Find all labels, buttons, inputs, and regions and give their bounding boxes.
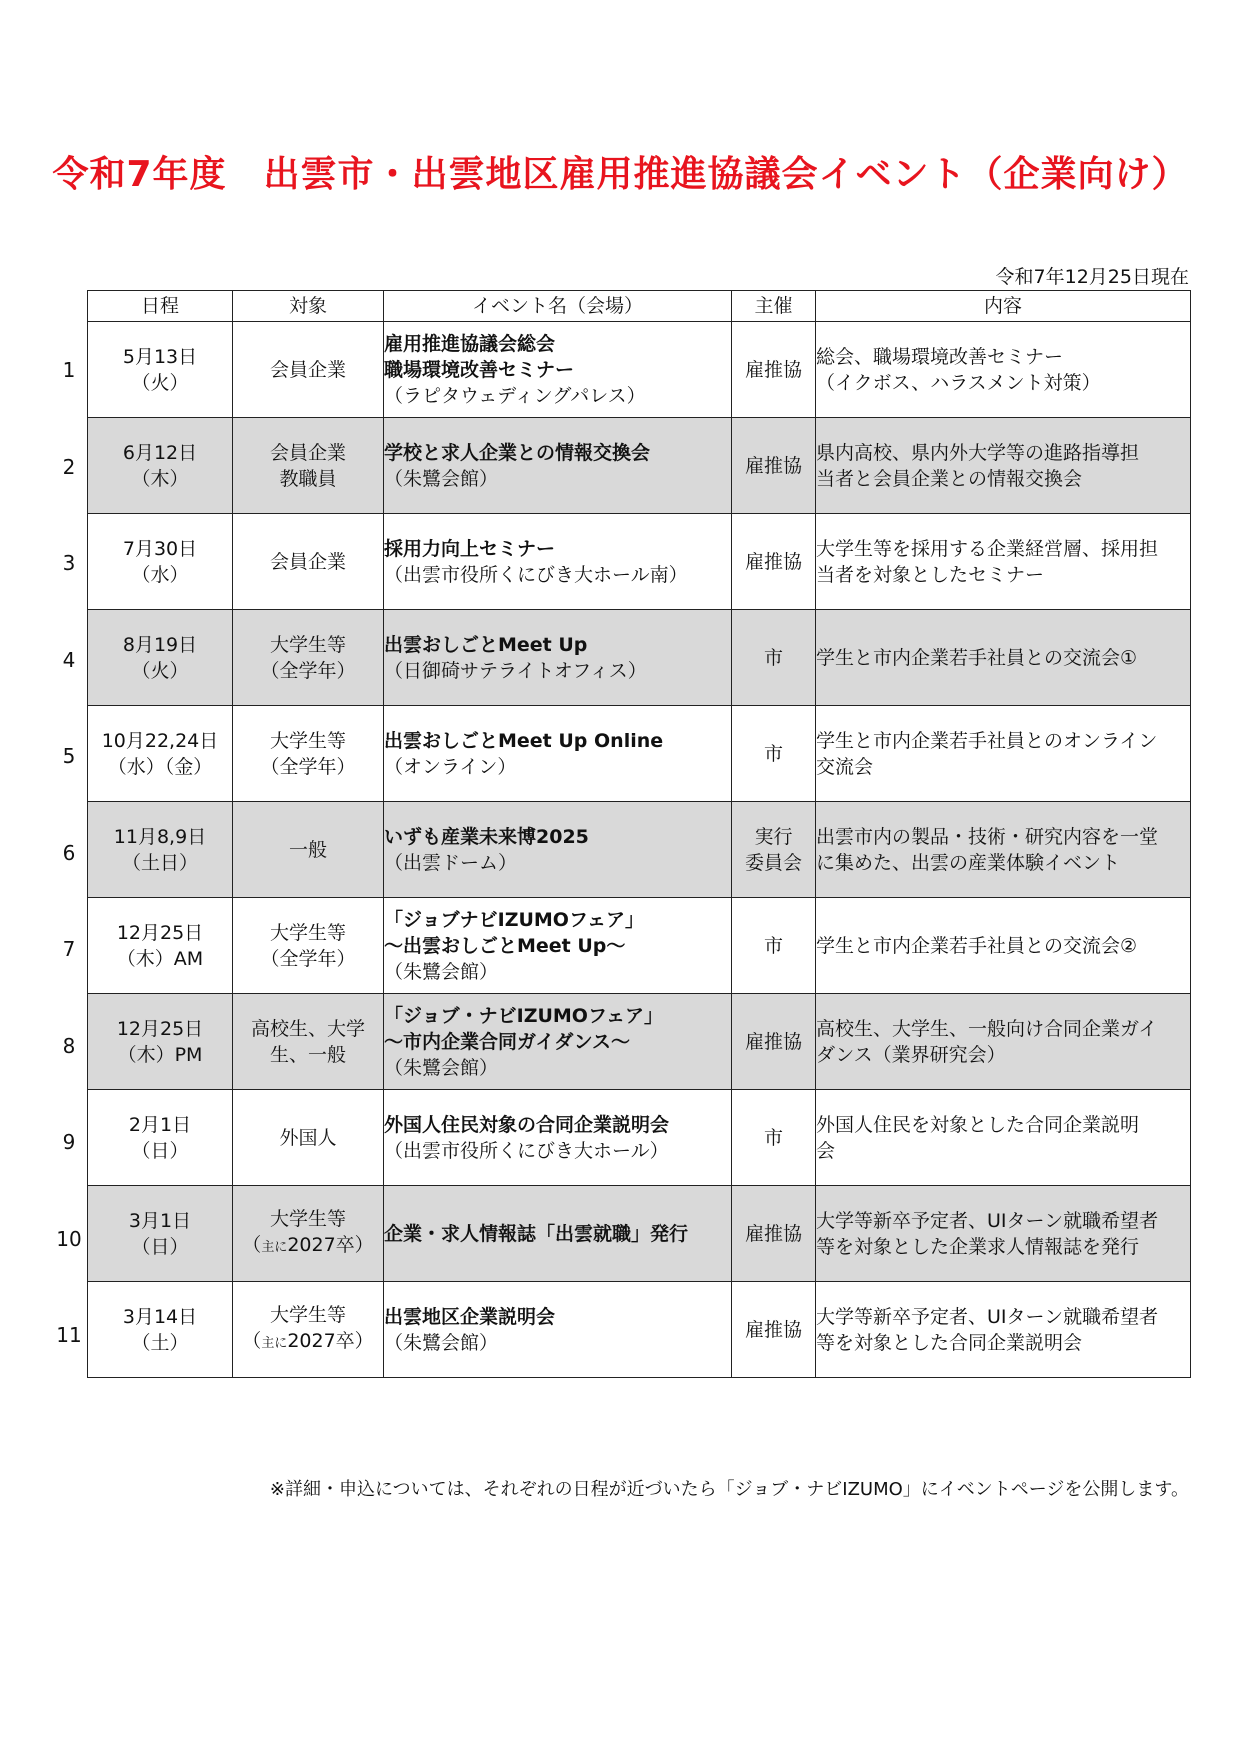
target-cell	[233, 706, 384, 802]
organizer-line: 市	[763, 646, 783, 669]
event-venue: （朱鷺会館）	[384, 1331, 499, 1354]
row-number: 10	[56, 1226, 82, 1251]
event_names-line: 採用力向上セミナー	[384, 537, 556, 560]
date-cell	[88, 802, 233, 898]
organizer-cell	[732, 514, 816, 610]
content-cell	[816, 802, 1191, 898]
content-line: 大学等新卒予定者、UIターン就職希望者	[816, 1209, 1159, 1232]
target-line: 一般	[288, 838, 327, 861]
target-cell	[233, 514, 384, 610]
content-cell	[816, 898, 1191, 994]
row-number: 7	[62, 937, 76, 962]
date-line: 10月22,24日	[101, 729, 219, 752]
date-line: （木）AM	[116, 947, 204, 970]
organizer-cell	[732, 994, 816, 1090]
content-line: 大学等新卒予定者、UIターン就職希望者	[816, 1305, 1159, 1328]
event_names-line: 「ジョブ・ナビIZUMOフェア」	[384, 1004, 664, 1027]
content-line: 当者と会員企業との情報交換会	[816, 467, 1083, 490]
date-line: （土日）	[121, 851, 198, 874]
date-cell	[88, 706, 233, 802]
date-line: 5月13日	[122, 345, 198, 368]
content-line: 会	[816, 1139, 836, 1162]
date-line: 8月19日	[122, 633, 198, 656]
event-cell	[384, 418, 732, 514]
target-line: 外国人	[279, 1126, 337, 1149]
row-number: 2	[62, 454, 76, 479]
date-line: （日）	[131, 1235, 189, 1258]
target-line: 会員企業	[269, 550, 346, 573]
target-line: 会員企業	[269, 358, 346, 381]
organizer-line: 雇推協	[744, 358, 802, 381]
content-cell	[816, 994, 1191, 1090]
organizer-line: 市	[763, 742, 783, 765]
event-venue: （朱鷺会館）	[384, 1056, 499, 1079]
event-venue: （出雲市役所くにびき大ホール）	[384, 1139, 669, 1162]
organizer-line: 雇推協	[744, 1222, 802, 1245]
target-note-small: 主に	[261, 1240, 288, 1255]
content-line: に集めた、出雲の産業体験イベント	[816, 851, 1121, 874]
event-venue: （朱鷺会館）	[384, 467, 499, 490]
row-number: 1	[62, 358, 76, 383]
target-cell	[233, 1186, 384, 1282]
organizer-line: 雇推協	[744, 1318, 802, 1341]
content-line: 高校生、大学生、一般向け合同企業ガイ	[816, 1017, 1158, 1040]
target-cell	[233, 994, 384, 1090]
event_names-line: 出雲地区企業説明会	[384, 1305, 556, 1328]
event_names-line: いずも産業未来博2025	[384, 825, 589, 848]
content-cell	[816, 610, 1191, 706]
date-line: （土）	[131, 1331, 189, 1354]
organizer-cell	[732, 1282, 816, 1378]
date-line: （火）	[131, 371, 189, 394]
date-cell	[88, 994, 233, 1090]
date-line: 7月30日	[122, 537, 198, 560]
date-line: 2月1日	[128, 1113, 192, 1136]
row-number: 6	[62, 840, 76, 865]
target-line: 大学生等	[269, 921, 346, 944]
target-line: 教職員	[279, 467, 337, 490]
events-table	[87, 290, 1191, 1378]
content-line: 当者を対象としたセミナー	[816, 563, 1045, 586]
table-row	[88, 802, 1191, 898]
date-cell	[88, 1186, 233, 1282]
target-note	[233, 1232, 383, 1261]
table-row	[88, 898, 1191, 994]
date-line: 3月14日	[122, 1305, 198, 1328]
table-row	[88, 1282, 1191, 1378]
content-line: 外国人住民を対象とした合同企業説明	[816, 1113, 1140, 1136]
organizer-line: 市	[763, 1126, 783, 1149]
target-note-rest: 2027卒）	[287, 1330, 374, 1352]
target-line: 大学生等	[269, 1208, 346, 1230]
target-line: 大学生等	[269, 1304, 346, 1326]
content-line: 学生と市内企業若手社員との交流会①	[816, 646, 1138, 669]
content-line: 学生と市内企業若手社員とのオンライン	[816, 729, 1158, 752]
event_names-line: ～市内企業合同ガイダンス～	[384, 1030, 631, 1053]
event_names-line: 雇用推進協議会総会	[384, 332, 556, 355]
organizer-cell	[732, 322, 816, 418]
content-line: 総会、職場環境改善セミナー	[816, 345, 1064, 368]
organizer-cell	[732, 802, 816, 898]
date-line: 12月25日	[116, 921, 204, 944]
event-cell	[384, 1090, 732, 1186]
target-note	[233, 1328, 383, 1357]
date-cell	[88, 322, 233, 418]
content-cell	[816, 322, 1191, 418]
target-line: 生、一般	[269, 1043, 346, 1066]
organizer-cell	[732, 1090, 816, 1186]
event-cell	[384, 706, 732, 802]
table-row	[88, 994, 1191, 1090]
date-line: （木）PM	[117, 1043, 203, 1066]
content-line: 県内高校、県内外大学等の進路指導担	[816, 441, 1140, 464]
date-line: 6月12日	[122, 441, 198, 464]
event-cell	[384, 514, 732, 610]
date-cell	[88, 1282, 233, 1378]
target-line: （全学年）	[260, 947, 356, 970]
event-cell	[384, 994, 732, 1090]
table-row	[88, 418, 1191, 514]
event-cell	[384, 322, 732, 418]
target-note-open: （	[242, 1330, 262, 1352]
date-cell	[88, 514, 233, 610]
row-number: 11	[56, 1323, 82, 1348]
target-note-rest: 2027卒）	[287, 1234, 374, 1256]
footnote: ※詳細・申込については、それぞれの日程が近づいたら「ジョブ・ナビIZUMO」にイベントページを公開します。	[269, 1479, 1189, 1500]
date-cell	[88, 1090, 233, 1186]
target-cell	[233, 1090, 384, 1186]
table-row	[88, 610, 1191, 706]
event-venue: （出雲ドーム）	[384, 851, 518, 874]
content-line: 交流会	[816, 755, 874, 778]
organizer-line: 委員会	[744, 851, 802, 874]
date-line: （水）（金）	[107, 755, 213, 778]
organizer-line: 雇推協	[744, 550, 802, 573]
content-cell	[816, 1090, 1191, 1186]
header-event: イベント名（会場）	[384, 291, 732, 322]
event-cell	[384, 802, 732, 898]
event_names-line: 出雲おしごとMeet Up	[384, 633, 588, 656]
organizer-cell	[732, 1186, 816, 1282]
event_names-line: 出雲おしごとMeet Up Online	[384, 729, 664, 752]
table-header-row	[88, 291, 1191, 322]
target-line: 大学生等	[269, 729, 346, 752]
target-cell	[233, 802, 384, 898]
event-cell	[384, 610, 732, 706]
table-row	[88, 1090, 1191, 1186]
row-number: 4	[62, 647, 76, 672]
content-line: 等を対象とした合同企業説明会	[816, 1331, 1083, 1354]
content-line: （イクボス、ハラスメント対策）	[816, 371, 1101, 394]
date-line: 11月8,9日	[113, 825, 207, 848]
target-cell	[233, 898, 384, 994]
organizer-line: 雇推協	[744, 454, 802, 477]
date-line: （日）	[131, 1139, 189, 1162]
target-line: 会員企業	[269, 441, 346, 464]
organizer-line: 市	[763, 934, 783, 957]
target-note-small: 主に	[261, 1336, 288, 1351]
event-venue: （日御碕サテライトオフィス）	[384, 659, 647, 682]
event-cell	[384, 1186, 732, 1282]
organizer-line: 雇推協	[744, 1030, 802, 1053]
event_names-line: 「ジョブナビIZUMOフェア」	[384, 908, 645, 931]
organizer-line: 実行	[754, 825, 793, 848]
content-cell	[816, 514, 1191, 610]
table-row	[88, 514, 1191, 610]
event_names-line: 企業・求人情報誌「出雲就職」発行	[384, 1222, 689, 1245]
event-venue: （出雲市役所くにびき大ホール南）	[384, 563, 688, 586]
date-cell	[88, 610, 233, 706]
date-cell	[88, 418, 233, 514]
event_names-line: 学校と求人企業との情報交換会	[384, 441, 651, 464]
row-number: 5	[62, 744, 76, 769]
event_names-line: ～出雲おしごとMeet Up～	[384, 934, 626, 957]
header-organizer: 主催	[732, 291, 816, 322]
event_names-line: 職場環境改善セミナー	[384, 358, 575, 381]
table-row	[88, 706, 1191, 802]
content-cell	[816, 706, 1191, 802]
target-cell	[233, 322, 384, 418]
header-target: 対象	[233, 291, 384, 322]
date-line: （水）	[131, 563, 189, 586]
date-line: （火）	[131, 659, 189, 682]
content-cell	[816, 1186, 1191, 1282]
target-line: 大学生等	[269, 633, 346, 656]
content-line: ダンス（業界研究会）	[816, 1043, 1006, 1066]
date-line: （木）	[131, 467, 189, 490]
content-line: 等を対象とした企業求人情報誌を発行	[816, 1235, 1140, 1258]
content-line: 学生と市内企業若手社員との交流会②	[816, 934, 1138, 957]
row-number: 8	[62, 1033, 76, 1058]
target-note-open: （	[242, 1234, 262, 1256]
target-cell	[233, 610, 384, 706]
organizer-cell	[732, 610, 816, 706]
table-row	[88, 1186, 1191, 1282]
content-line: 出雲市内の製品・技術・研究内容を一堂	[816, 825, 1159, 848]
target-line: （全学年）	[260, 755, 356, 778]
event-cell	[384, 1282, 732, 1378]
date-line: 3月1日	[128, 1209, 192, 1232]
event-venue: （ラピタウェディングパレス）	[384, 384, 646, 407]
date-line: 12月25日	[116, 1017, 204, 1040]
row-number: 9	[62, 1130, 76, 1155]
content-line: 大学生等を採用する企業経営層、採用担	[816, 537, 1159, 560]
content-cell	[816, 1282, 1191, 1378]
target-line: 高校生、大学	[250, 1017, 365, 1040]
event_names-line: 外国人住民対象の合同企業説明会	[384, 1113, 670, 1136]
organizer-cell	[732, 706, 816, 802]
event-cell	[384, 898, 732, 994]
page-title: 令和7年度 出雲市・出雲地区雇用推進協議会イベント（企業向け）	[52, 154, 1189, 195]
header-date: 日程	[88, 291, 233, 322]
as-of-date: 令和7年12月25日現在	[995, 266, 1189, 288]
target-cell	[233, 1282, 384, 1378]
row-number: 3	[62, 551, 76, 576]
organizer-cell	[732, 898, 816, 994]
event-venue: （朱鷺会館）	[384, 960, 499, 983]
organizer-cell	[732, 418, 816, 514]
target-cell	[233, 418, 384, 514]
table-row	[88, 322, 1191, 418]
content-cell	[816, 418, 1191, 514]
target-line: （全学年）	[260, 659, 356, 682]
header-content: 内容	[816, 291, 1191, 322]
event-venue: （オンライン）	[384, 755, 517, 778]
date-cell	[88, 898, 233, 994]
